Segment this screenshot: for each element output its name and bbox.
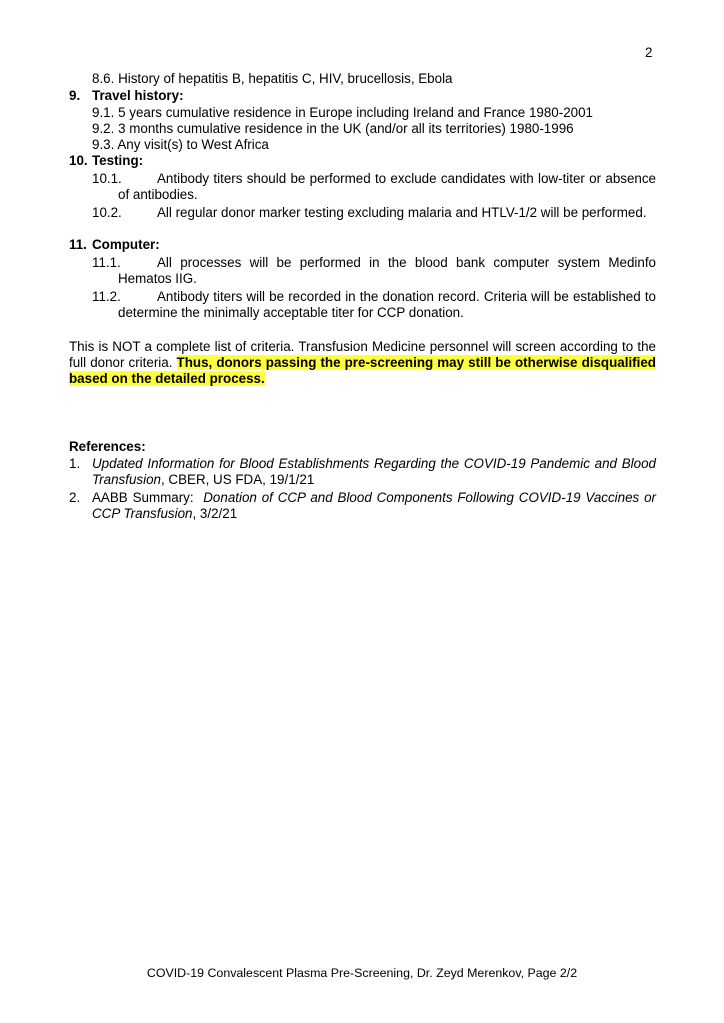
list-item-11-1-number: 11.1. <box>92 255 121 270</box>
list-item-8-6 <box>92 71 453 87</box>
list-item-11-1-text: All processes will be performed in the blood bank computer system Medinfo Hematos IIG. <box>118 255 656 286</box>
item-number: 9.3. <box>92 137 115 152</box>
list-item-9-3 <box>92 137 269 153</box>
reference-2-title: Donation of CCP and Blood Components Following COVID-19 Vaccines or CCP Transfusion <box>92 490 660 521</box>
list-item-10-1-text: Antibody titers should be performed to exclude candidates with low-titer or absence of antibodies. <box>118 171 656 202</box>
section-11-title: Computer: <box>92 237 160 252</box>
references-heading: References: <box>69 439 146 454</box>
item-number: 9.1. <box>92 105 115 120</box>
reference-1-title: Updated Information for Blood Establishments Regarding the COVID-19 Pandemic and Blood Transfusion <box>92 456 656 487</box>
reference-1 <box>92 456 656 488</box>
section-9-title: Travel history: <box>92 88 184 103</box>
page-number: 2 <box>645 45 653 60</box>
section-10-title: Testing: <box>92 153 144 168</box>
list-item-10-2-number: 10.2. <box>92 205 122 220</box>
page-footer: COVID-19 Convalescent Plasma Pre-Screening, Dr. Zeyd Merenkov, Page 2/2 <box>146 966 578 980</box>
section-11-number: 11. <box>69 237 87 252</box>
note-text: This is NOT a complete list of criteria. Transfusion Medicine personnel will screen according to the full donor criteria. <box>69 339 656 370</box>
section-10-number: 10. <box>69 153 88 168</box>
reference-2-number: 2. <box>69 490 81 505</box>
item-text: Any visit(s) to West Africa <box>117 137 269 152</box>
list-item-11-2-number: 11.2. <box>92 289 121 304</box>
reference-1-source: , CBER, US FDA, 19/1/21 <box>160 472 315 487</box>
list-item-9-1 <box>92 105 593 121</box>
section-9-number: 9. <box>69 88 81 103</box>
reference-2 <box>92 490 660 522</box>
item-text: 3 months cumulative residence in the UK (and/or all its territories) 1980-1996 <box>118 121 574 136</box>
item-text: 5 years cumulative residence in Europe including Ireland and France 1980-2001 <box>118 105 593 120</box>
reference-1-number: 1. <box>69 456 81 471</box>
list-item-10-2-text: All regular donor marker testing excluding malaria and HTLV-1/2 will be performed. <box>157 205 647 220</box>
item-number: 9.2. <box>92 121 115 136</box>
item-text: History of hepatitis B, hepatitis C, HIV, brucellosis, Ebola <box>118 71 453 86</box>
note-highlighted-text: Thus, donors passing the pre-screening may still be otherwise disqualified based on the detailed process. <box>69 355 656 386</box>
list-item-10-1-number: 10.1. <box>92 171 122 186</box>
list-item-11-2-text: Antibody titers will be recorded in the donation record. Criteria will be established to determine the minimally acceptable titer for CCP donation. <box>118 289 656 320</box>
item-number: 8.6. <box>92 71 115 86</box>
reference-2-prefix: AABB Summary: <box>92 490 204 505</box>
note-paragraph <box>69 339 656 387</box>
reference-2-date: , 3/2/21 <box>192 506 238 521</box>
list-item-9-2 <box>92 121 574 137</box>
